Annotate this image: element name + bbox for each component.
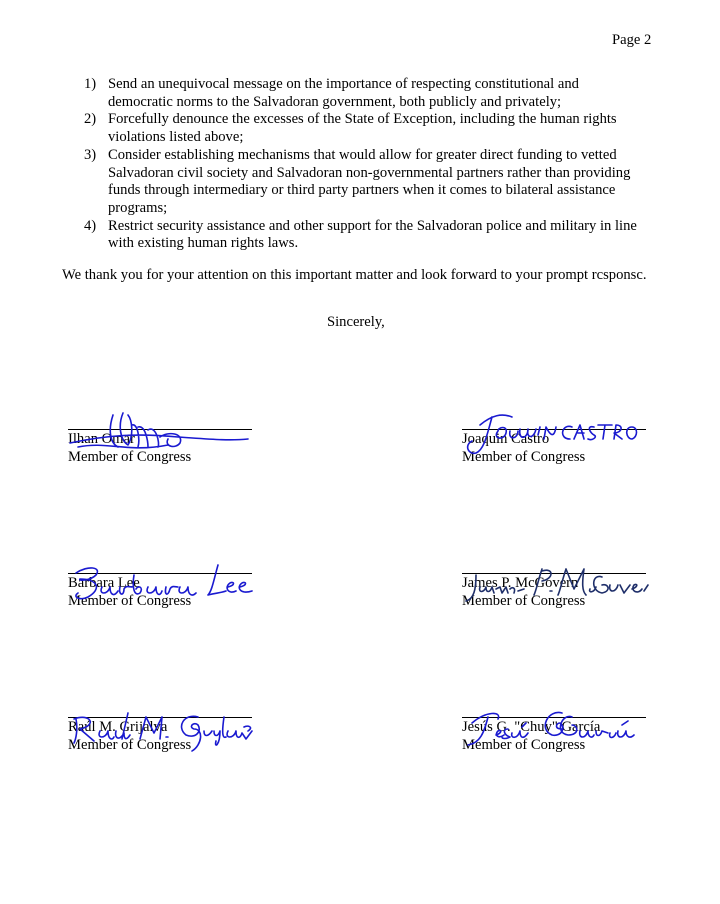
item-text: Restrict security assistance and other support for the Salvadoran police and military in line with existing human rights laws. [108,217,637,252]
item-text: Consider establishing mechanisms that would allow for greater direct funding to vetted Salvadoran civil society and Salvadoran non-governmental partners rather than providing funds through intermediary or third party partners when it comes to bilateral assistance programs; [108,146,631,216]
signature-block [68,717,252,754]
signatory-name: James P. McGovern [462,575,579,591]
signature-block [462,573,646,610]
item-number: 3) [84,146,97,163]
signatory-title: Member of Congress [68,592,192,609]
signatory-name: Joaquin Castro [462,431,550,447]
list-item [84,218,644,253]
signatory-title: Member of Congress [462,736,586,753]
signature-image [68,395,258,465]
signatory-title: Member of Congress [68,448,192,465]
list-item [84,111,644,146]
list-item [84,76,644,111]
page-number: Page 2 [612,32,652,48]
item-number: 4) [84,217,97,234]
signatory-name: Barbara Lee [68,575,140,591]
signatory-title: Member of Congress [462,592,586,609]
signature-block [68,429,252,466]
closing-paragraph: We thank you for your attention on this important matter and look forward to your prompt rcsponsc. [62,267,647,283]
signature-block [462,717,646,754]
item-number: 2) [84,111,97,128]
item-number: 1) [84,76,97,92]
recommendations-list [84,76,644,253]
sign-off: Sincerely, [327,314,385,330]
signatory-name: Raúl M. Grijalva [68,719,168,735]
signatory-name: Jesús G. "Chuy" García [462,719,601,735]
item-text: Send an unequivocal message on the importance of respecting constitutional and democratic norms to the Salvadoran government, both publicly and privately; [108,76,579,110]
signatory-title: Member of Congress [68,736,192,753]
signatory-name: Ilhan Omar [68,431,135,447]
signature-image [462,395,652,465]
signature-block [68,573,252,610]
signature-image [68,683,258,753]
signature-image [68,539,258,609]
signature-image [462,539,652,609]
signature-block [462,429,646,466]
list-item [84,147,644,218]
signatory-title: Member of Congress [462,448,586,465]
item-text: Forcefully denounce the excesses of the State of Exception, including the human rights violations listed above; [108,111,617,146]
signature-image [462,683,652,753]
